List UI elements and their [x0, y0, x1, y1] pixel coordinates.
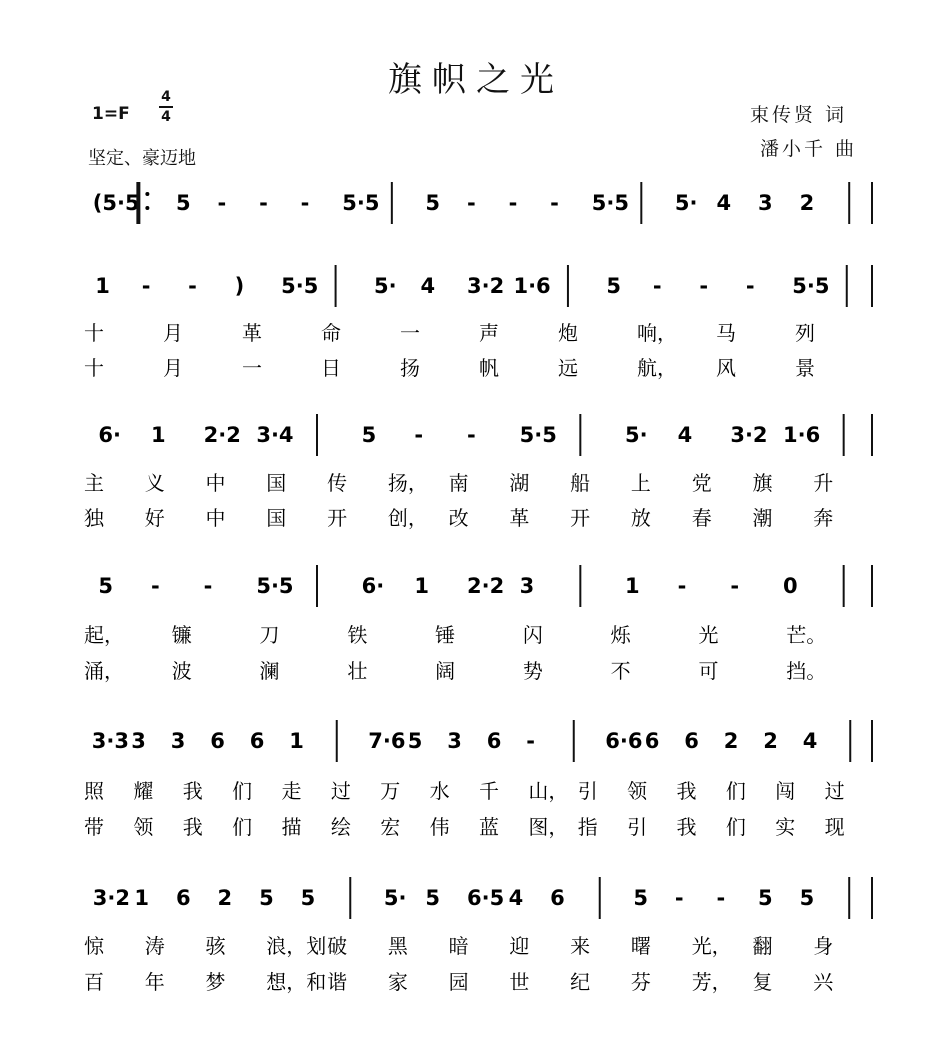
jianpu-note: -: [745, 274, 755, 298]
jianpu-note: 6: [684, 729, 699, 753]
jianpu-note: 1: [151, 423, 166, 447]
lyric-verse1-char: 起，: [84, 623, 124, 647]
lyric-verse2-char: 描: [281, 815, 302, 839]
jianpu-note: 6·6: [605, 729, 643, 753]
lyric-verse1-char: 来: [570, 934, 591, 958]
lyric-verse2-char: 世: [509, 970, 530, 994]
jianpu-note: 2: [763, 729, 778, 753]
jianpu-note: 5: [425, 191, 441, 215]
jianpu-note: -: [151, 574, 160, 598]
lyric-verse1-char: 黑: [387, 934, 408, 958]
jianpu-note: 5·: [383, 886, 407, 910]
jianpu-note: 5: [633, 886, 648, 910]
lyric-verse2-char: 宏: [380, 815, 401, 839]
lyric-verse2-char: 芬: [630, 970, 651, 994]
lyric-verse1-char: 党: [691, 471, 712, 495]
jianpu-note: 1: [134, 886, 149, 910]
composer-credit: 潘小千 曲: [760, 138, 858, 160]
jianpu-note: -: [217, 191, 227, 215]
jianpu-note: ): [234, 274, 245, 298]
lyric-verse1-char: 炮: [558, 321, 578, 345]
lyric-verse2-char: 创，: [387, 506, 428, 530]
lyric-verse2-char: 现: [824, 815, 845, 839]
lyric-verse2-char: 春: [691, 506, 712, 530]
lyric-verse1-char: 光，: [691, 934, 732, 958]
jianpu-note: 6: [550, 886, 565, 910]
jianpu-note: 1: [625, 574, 640, 598]
jianpu-note: 5·5: [256, 574, 294, 598]
lyric-verse2-char: 独: [84, 506, 104, 530]
jianpu-note: 6·: [98, 423, 121, 447]
lyric-verse2-char: 谐: [327, 970, 348, 994]
jianpu-note: -: [188, 274, 197, 298]
jianpu-note: 2: [799, 191, 815, 215]
lyric-verse1-char: 过: [330, 779, 351, 803]
lyric-verse2-char: 挡。: [786, 659, 827, 683]
jianpu-note: 6: [175, 886, 191, 910]
jianpu-note: -: [259, 191, 268, 215]
jianpu-note: 5·: [625, 423, 648, 447]
lyric-verse2-char: 我: [676, 815, 697, 839]
jianpu-note: -: [300, 191, 310, 215]
lyric-verse1-char: 闪: [522, 623, 543, 647]
jianpu-note: -: [652, 274, 662, 298]
lyric-verse1-char: 十: [84, 321, 104, 345]
lyric-verse1-char: 惊: [84, 934, 104, 958]
lyric-verse2-char: 十: [84, 356, 104, 380]
lyric-verse2-char: 图，: [528, 815, 569, 839]
jianpu-note: 6: [644, 729, 660, 753]
lyric-verse1-char: 南: [448, 471, 469, 495]
lyric-verse1-char: 闯: [775, 779, 796, 803]
lyric-verse1-char: 响，: [637, 321, 677, 345]
lyric-verse2-char: 远: [558, 356, 578, 380]
jianpu-note: 4: [716, 191, 732, 215]
lyric-verse1-char: 船: [570, 471, 591, 495]
jianpu-note: 4: [677, 423, 693, 447]
lyric-verse1-char: 骇: [205, 934, 226, 958]
jianpu-note: 3: [447, 729, 462, 753]
jianpu-note: 5·5: [792, 274, 830, 298]
lyric-verse1-char: 列: [795, 321, 815, 345]
lyric-verse1-char: 迎: [509, 934, 530, 958]
lyric-verse1-char: 暗: [448, 934, 469, 958]
lyric-verse2-char: 指: [577, 815, 598, 839]
lyric-verse1-char: 过: [824, 779, 845, 803]
lyric-verse1-char: 翻: [752, 934, 773, 958]
lyric-verse2-char: 带: [84, 815, 104, 839]
jianpu-note: 1·6: [783, 423, 821, 447]
jianpu-note: 5·5: [591, 191, 629, 215]
jianpu-note: 1: [289, 729, 304, 753]
lyric-verse2-char: 梦: [205, 970, 226, 994]
jianpu-note: 5: [799, 886, 815, 910]
jianpu-note: -: [414, 423, 424, 447]
lyric-verse2-char: 革: [509, 506, 530, 530]
lyric-verse2-char: 阔: [435, 659, 456, 683]
jianpu-note: -: [526, 729, 535, 753]
lyric-verse1-char: 刀: [259, 623, 280, 647]
lyric-verse2-char: 一: [242, 356, 262, 380]
jianpu-note: 5: [98, 574, 113, 598]
lyric-verse1-char: 锤: [435, 623, 456, 647]
lyric-verse2-char: 开: [327, 506, 348, 530]
jianpu-note: 6: [249, 729, 265, 753]
lyric-verse1-char: 镰: [171, 623, 192, 647]
jianpu-note: 3·2: [730, 423, 768, 447]
lyric-verse2-char: 兴: [813, 970, 834, 994]
jianpu-note: -: [467, 191, 476, 215]
time-signature-top: 4: [161, 89, 171, 105]
lyric-verse2-char: 引: [627, 815, 648, 839]
lyric-verse2-char: 复: [752, 970, 773, 994]
jianpu-note: 5: [361, 423, 377, 447]
lyric-verse2-char: 月: [163, 356, 183, 380]
jianpu-note: 0: [783, 574, 798, 598]
lyric-verse2-char: 芳，: [691, 970, 732, 994]
lyric-verse2-char: 放: [630, 506, 651, 530]
lyric-verse2-char: 景: [795, 356, 815, 380]
jianpu-note: 5: [606, 274, 622, 298]
jianpu-note: -: [508, 191, 518, 215]
lyric-verse1-char: 革: [242, 321, 262, 345]
lyric-verse2-char: 扬: [400, 356, 420, 380]
lyric-verse2-char: 风: [716, 356, 736, 380]
jianpu-note: 4: [802, 729, 818, 753]
lyric-verse2-char: 想，和: [266, 970, 327, 994]
lyric-verse1-char: 浪，划: [266, 934, 327, 958]
lyric-verse1-char: 曙: [630, 934, 651, 958]
lyric-verse2-char: 百: [84, 970, 104, 994]
jianpu-note: 5·5: [342, 191, 380, 215]
song-title: 旗帜之光: [388, 60, 564, 100]
lyric-verse1-char: 引: [577, 779, 598, 803]
lyric-verse2-char: 们: [725, 815, 746, 839]
jianpu-note: -: [716, 886, 726, 910]
lyric-verse2-char: 我: [182, 815, 203, 839]
jianpu-note: 3·4: [256, 423, 294, 447]
lyric-verse2-char: 蓝: [479, 815, 499, 839]
lyric-verse1-char: 破: [327, 934, 348, 958]
lyric-verse1-char: 上: [630, 471, 651, 495]
jianpu-note: 6·: [361, 574, 385, 598]
lyric-verse2-char: 可: [698, 659, 719, 683]
lyric-verse2-char: 波: [171, 659, 192, 683]
lyric-verse2-char: 潮: [752, 506, 773, 530]
lyric-verse2-char: 领: [133, 815, 154, 839]
lyric-verse2-char: 实: [775, 815, 796, 839]
jianpu-note: 1·6: [513, 274, 551, 298]
jianpu-note: 5: [175, 191, 191, 215]
lyric-verse1-char: 一: [400, 321, 420, 345]
lyric-verse2-char: 航，: [637, 356, 677, 380]
lyric-verse1-char: 我: [182, 779, 203, 803]
lyricist-credit: 束传贤 词: [750, 104, 848, 126]
jianpu-note: 5·5: [519, 423, 557, 447]
jianpu-note: 5: [300, 886, 316, 910]
lyric-verse2-char: 日: [321, 356, 341, 380]
jianpu-note: 2: [723, 729, 739, 753]
lyric-verse2-char: 园: [448, 970, 469, 994]
lyric-verse2-char: 好: [144, 506, 165, 530]
lyric-verse1-char: 国: [266, 471, 287, 495]
jianpu-note: (5·5: [92, 191, 140, 215]
lyric-verse2-char: 势: [522, 659, 543, 683]
lyric-verse2-char: 年: [144, 970, 165, 994]
lyric-verse2-char: 开: [570, 506, 591, 530]
lyric-verse2-char: 改: [448, 506, 469, 530]
jianpu-note: 5: [407, 729, 423, 753]
jianpu-note: -: [674, 886, 684, 910]
lyric-verse1-char: 们: [232, 779, 253, 803]
lyric-verse2-char: 纪: [570, 970, 591, 994]
lyric-verse1-char: 湖: [509, 471, 530, 495]
lyric-verse1-char: 水: [429, 779, 450, 803]
lyric-verse2-char: 伟: [429, 815, 450, 839]
tempo-marking: 坚定、豪迈地: [88, 148, 196, 169]
lyric-verse1-char: 中: [205, 471, 226, 495]
lyric-verse1-char: 声: [479, 321, 499, 345]
lyric-verse1-char: 领: [627, 779, 648, 803]
lyric-verse1-char: 耀: [133, 779, 154, 803]
lyric-verse1-char: 铁: [347, 623, 368, 647]
lyric-verse1-char: 涛: [144, 934, 165, 958]
jianpu-note: 4: [420, 274, 436, 298]
jianpu-note: 5: [259, 886, 274, 910]
lyric-verse1-char: 马: [716, 321, 736, 345]
lyric-verse1-char: 烁: [610, 623, 631, 647]
jianpu-note: 2: [217, 886, 233, 910]
lyric-verse1-char: 千: [479, 779, 499, 803]
jianpu-note: 6·5: [467, 886, 505, 910]
lyric-verse2-char: 涌，: [84, 659, 124, 683]
jianpu-note: 3: [519, 574, 535, 598]
jianpu-note: -: [730, 574, 740, 598]
jianpu-note: 5: [758, 886, 773, 910]
lyric-verse1-char: 我: [676, 779, 697, 803]
lyric-verse1-char: 山，: [528, 779, 569, 803]
repeat-dot: [145, 192, 149, 196]
lyric-verse2-char: 奔: [813, 506, 834, 530]
jianpu-note: -: [141, 274, 151, 298]
lyric-verse1-char: 光: [698, 623, 719, 647]
jianpu-note: 5: [425, 886, 441, 910]
jianpu-note: -: [699, 274, 709, 298]
lyric-verse1-char: 旗: [752, 471, 773, 495]
jianpu-note: 3: [170, 729, 186, 753]
jianpu-note: 3·2: [92, 886, 130, 910]
jianpu-note: 3: [758, 191, 773, 215]
lyric-verse1-char: 升: [813, 471, 834, 495]
lyric-verse1-char: 身: [813, 934, 834, 958]
jianpu-note: 5·: [674, 191, 698, 215]
lyric-verse2-char: 澜: [259, 659, 280, 683]
jianpu-note: 4: [508, 886, 524, 910]
lyric-verse2-char: 壮: [347, 659, 368, 683]
lyric-verse2-char: 中: [205, 506, 226, 530]
lyric-verse2-char: 家: [387, 970, 408, 994]
jianpu-note: 6: [486, 729, 502, 753]
lyric-verse1-char: 传: [327, 471, 348, 495]
lyric-verse1-char: 们: [725, 779, 746, 803]
jianpu-note: -: [550, 191, 559, 215]
lyric-verse2-char: 们: [232, 815, 253, 839]
lyric-verse1-char: 命: [321, 321, 341, 345]
jianpu-note: 3: [131, 729, 146, 753]
jianpu-note: -: [677, 574, 687, 598]
jianpu-note: 2·2: [467, 574, 505, 598]
lyric-verse1-char: 照: [84, 779, 104, 803]
lyric-verse2-char: 不: [610, 659, 631, 683]
key-prefix: 1=F: [92, 104, 130, 124]
jianpu-note: 5·5: [281, 274, 319, 298]
jianpu-note: 5·: [374, 274, 397, 298]
jianpu-note: 1: [414, 574, 429, 598]
time-signature-bottom: 4: [161, 109, 171, 125]
lyric-verse1-char: 义: [144, 471, 165, 495]
jianpu-note: 3·3: [91, 729, 129, 753]
lyric-verse1-char: 主: [84, 471, 104, 495]
jianpu-note: -: [203, 574, 213, 598]
lyric-verse2-char: 国: [266, 506, 287, 530]
lyric-verse1-char: 芒。: [786, 623, 827, 647]
jianpu-note: 2·2: [203, 423, 241, 447]
repeat-dot: [145, 206, 149, 210]
lyric-verse2-char: 帆: [479, 356, 499, 380]
lyric-verse1-char: 月: [163, 321, 183, 345]
lyric-verse2-char: 绘: [330, 815, 351, 839]
jianpu-note: 6: [210, 729, 225, 753]
lyric-verse1-char: 走: [281, 779, 302, 803]
jianpu-note: -: [467, 423, 476, 447]
lyric-verse1-char: 扬，: [387, 471, 428, 495]
jianpu-note: 1: [95, 274, 110, 298]
jianpu-note: 7·6: [368, 729, 406, 753]
lyric-verse1-char: 万: [380, 779, 401, 803]
jianpu-note: 3·2: [467, 274, 505, 298]
